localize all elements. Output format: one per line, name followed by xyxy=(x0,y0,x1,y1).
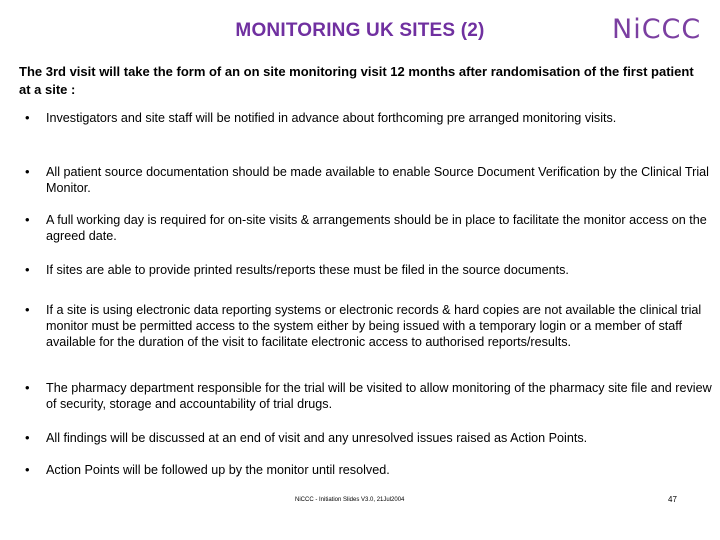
bullet-dot: • xyxy=(25,430,30,445)
intro-paragraph: The 3rd visit will take the form of an on site monitoring visit 12 months after randomisation of the first patient at a site : xyxy=(19,64,694,97)
bullet-text: Investigators and site staff will be notified in advance about forthcoming pre arranged monitoring visits. xyxy=(46,111,617,125)
bullet-dot: • xyxy=(25,462,30,477)
bullet-dot: • xyxy=(25,262,30,277)
bullet-text: A full working day is required for on-site visits & arrangements should be in place to facilitate the monitor access on the agreed date. xyxy=(46,213,707,243)
bullet-text: If a site is using electronic data reporting systems or electronic records & hard copies are not available the clinical trial monitor must be permitted access to the system either by being issued with a temporary login or a member of staff available for the duration of the visit to facilitate electronic access to authorised reports/results. xyxy=(46,303,702,349)
niccc-logo: NiCCC xyxy=(612,14,702,45)
slide-title: MONITORING UK SITES (2) xyxy=(235,20,485,41)
bullet-text: All patient source documentation should be made available to enable Source Document Verification by the Clinical Trial Monitor. xyxy=(46,165,709,195)
bullet-text: If sites are able to provide printed results/reports these must be filed in the source documents. xyxy=(46,263,569,277)
bullet-text: Action Points will be followed up by the monitor until resolved. xyxy=(46,463,390,477)
bullet-dot: • xyxy=(25,302,30,317)
bullet-dot: • xyxy=(25,110,30,125)
bullet-text: The pharmacy department responsible for the trial will be visited to allow monitoring of the pharmacy site file and review of security, storage and accountability of trial drugs. xyxy=(46,381,712,411)
footer-text: NiCCC - Initiation Slides V3.0, 21Jul2004 xyxy=(295,497,405,503)
bullet-dot: • xyxy=(25,164,30,179)
bullet-text: All findings will be discussed at an end of visit and any unresolved issues raised as Action Points. xyxy=(46,431,588,445)
bullet-dot: • xyxy=(25,380,30,395)
bullet-dot: • xyxy=(25,212,30,227)
page-number: 47 xyxy=(668,495,677,504)
